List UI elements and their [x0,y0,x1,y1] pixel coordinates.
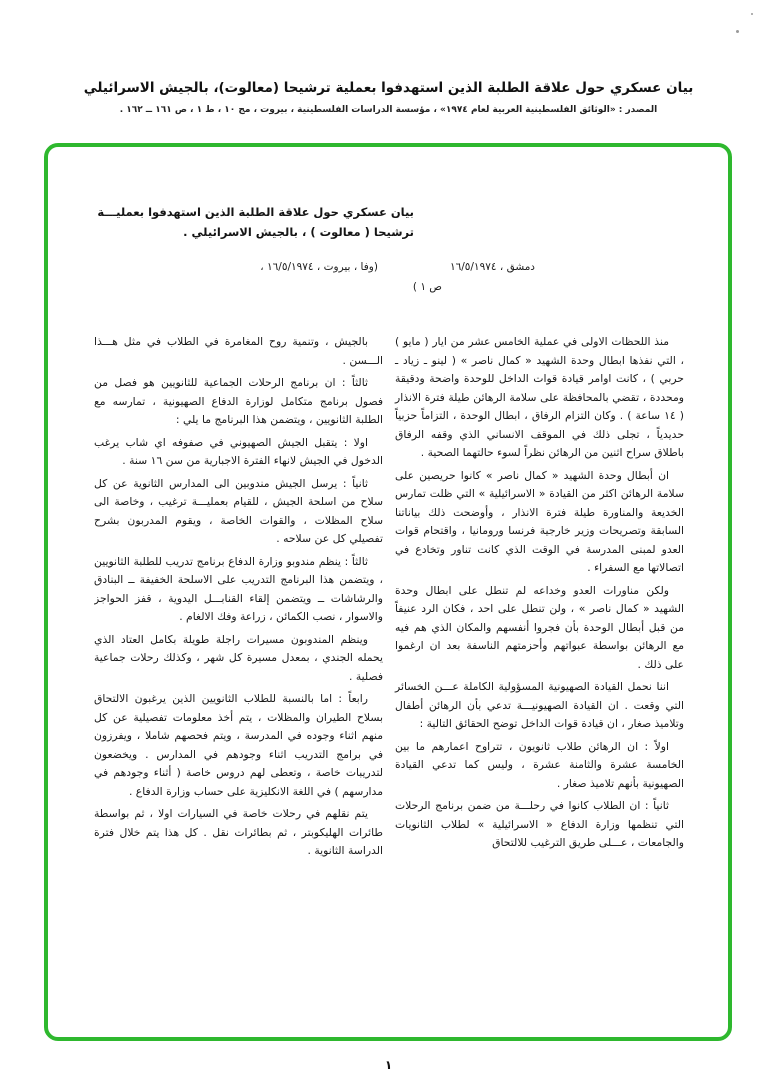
column-left [94,333,383,1001]
paragraph: يتم نقلهم في رحلات خاصة في السيارات اولا ، ثم بواسطة طائرات الهليكوبتر ، ثم بطائرات نقل . كل هذا يتم خلال فترة الدراسة الثانوية . [94,807,383,857]
column-right [395,333,684,1001]
page-number: ١ [384,1058,393,1072]
paragraph: اولا : يتقبل الجيش الصهيوني في صفوفه اي شاب يرغب الدخول في الجيش لانهاء الفترة الاجبارية من سن ١٦ سنة . [94,435,383,467]
green-document-frame [44,143,732,1041]
page-title: بيان عسكري حول علاقة الطلبة الذين استهدفوا بعملية ترشيحا (معالوت)، بالجيش الاسرائيلي [83,80,694,96]
paragraph: اننا نحمل القيادة الصهيونية المسؤولية الكاملة عـــن الخسائر التي وقعت . ان القيادة الصهيونيـــة تدعي بأن الرهائن أطفال وتلاميذ صغار ، ان قيادة قوات الداخل توضح الحقائق التالية : [395,680,684,730]
document-title-line1: بيان عسكري حول علاقة الطلبة الذين استهدفوا بعمليـــة [97,205,414,219]
paragraph: ثانياً : يرسل الجيش مندوبين الى المدارس الثانوية عن كل سلاح من اسلحة الجيش ، للقيام بعمليـــة ترغيب ، وخاصة الى سلاح المظلات ، والقوات الخاصة ، ويقوم المدربون بشرح تفصيلي كل عن سلاحه . [94,476,383,545]
paragraph: ولكن مناورات العدو وخداعه لم تنطل على ابطال وحدة الشهيد « كمال ناصر » ، ولن تنطل على احد ، فكان الرد عنيفاً من قبل أبطال الوحدة بأن فجروا أنفسهم والمكان الذي هم فيه مع الرهائن بواسطة عبواتهم وأحزمتهم الناسفة بعد ان ارغموا على ذلك . [395,583,684,671]
source-citation: المصدر : «الوثائق الفلسطينية العربية لعام ١٩٧٤» ، مؤسسة الدراسات الفلسطينية ، بيروت ، مج ١٠ ، ط ١ ، ص ١٦١ ــ ١٦٢ . [119,105,658,115]
paragraph: ثالثاً : ان برنامج الرحلات الجماعية للثانويين هو فصل من فصول برنامج متكامل لوزارة الدفاع الصهيونية ، تمارسه مع الطلبة الثانويين ، ويتضمن هذا البرنامج ما يلي : [94,376,383,426]
paragraph: بالجيش ، وتنمية روح المغامرة في الطلاب في مثل هـــذا الـــسن . [94,335,383,367]
document-title-line2: ترشيحا ( معالوت ) ، بالجيش الاسرائيلي . [183,225,414,239]
page-header [40,80,737,115]
document-title [97,202,414,242]
paragraph: وينظم المندوبون مسيرات راجلة طويلة بكامل العتاد الذي يحمله الجندي ، بمعدل مسيرة كل شهر ، وكذلك رحلات جماعية فصلية . [94,632,383,683]
dateline [260,261,535,273]
dateline-place-date: دمشق ، ١٦/٥/١٩٧٤ [449,261,535,273]
document-body [94,333,684,1001]
paragraph: اولاً : ان الرهائن طلاب ثانويون ، تتراوح اعمارهم ما بين الخامسة عشرة والثامنة عشرة ، وليس كما تدعي القيادة الصهيونية بأنهم تلاميذ صغار . [395,739,684,790]
scan-speck-icon [736,30,739,33]
paragraph: رابعاً : اما بالنسبة للطلاب الثانويين الذين يرغبون الالتحاق بسلاح الطيران والمظلات ، يتم أخذ معلومات تفصيلية عن كل منهم اثناء وجوده في المدرسة ، ويتم فحصهم شاملا ، ويفرزون في برامج التدريب اثناء وجودهم في المدارس . ويخضعون لتدريبات خاصة ، وتعطى لهم دروس خاصة ( أثناء وجودهم في مدارسهم ) في اللغة الانكليزية على حساب وزارة الدفاع . [94,692,383,798]
scan-speck-icon [751,13,753,15]
paragraph: منذ اللحظات الاولى في عملية الخامس عشر من ايار ( مايو ) ، التي نفذها ابطال وحدة الشهيد « كمال ناصر » ( لينو ـ زياد ـ حربي ) ، كانت اوامر قيادة قوات الداخل للوحدة واضحة ودقيقة ومحددة ، تقضي بالمحافظة على سلامة الرهائن طيلة فترة الانذار ( ١٤ ساعة ) . وكان التزام الرفاق ، ابطال الوحدة ، التزاماً حزبياً حديدياً ، تجلى ذلك في الموقف الانساني الذي وقفه الرفاق باطلاق سراح اثنين من الرهائن نظراً لسوء حالتهما الصحية . [395,335,684,459]
paragraph: ثانياً : ان الطلاب كانوا في رحلـــة من ضمن برنامج الرحلات التي تنظمها وزارة الدفاع « الاسرائيلية » لطلاب الثانويات والجامعات ، عـــلى طريق الترغيب للالتحاق [395,799,684,849]
paragraph: ان أبطال وحدة الشهيد « كمال ناصر » كانوا حريصين على سلامة الرهائن اكثر من القيادة « الاسرائيلية » التي ظلت تمارس الخديعة والمناورة طيلة فترة الانذار ، وأوضحت ذلك بياناتنا السابقة وتصريحات وزير خارجية فرنسا ورومانيا ، واقتحام قوات العدو لمبنى المدرسة في الوقت الذي كانت تناور وتخادع في اتصالاتها مع السفراء . [395,468,684,574]
dateline-agency-continuation: ص ١ ) [412,281,442,293]
dateline-agency: (وفا ، بيروت ، ١٦/٥/١٩٧٤ ، [260,261,378,273]
paragraph: ثالثاً : ينظم مندوبو وزارة الدفاع برنامج تدريب للطلبة الثانويين ، ويتضمن هذا البرنامج التدريب على الاسلحة الخفيفة ــ البنادق والرشاشات ــ ويتضمن إلقاء القنابـــل اليدوية ، قفز الحواجز والاسوار ، نصب الكمائن ، زراعة وفك الالغام . [94,554,383,623]
